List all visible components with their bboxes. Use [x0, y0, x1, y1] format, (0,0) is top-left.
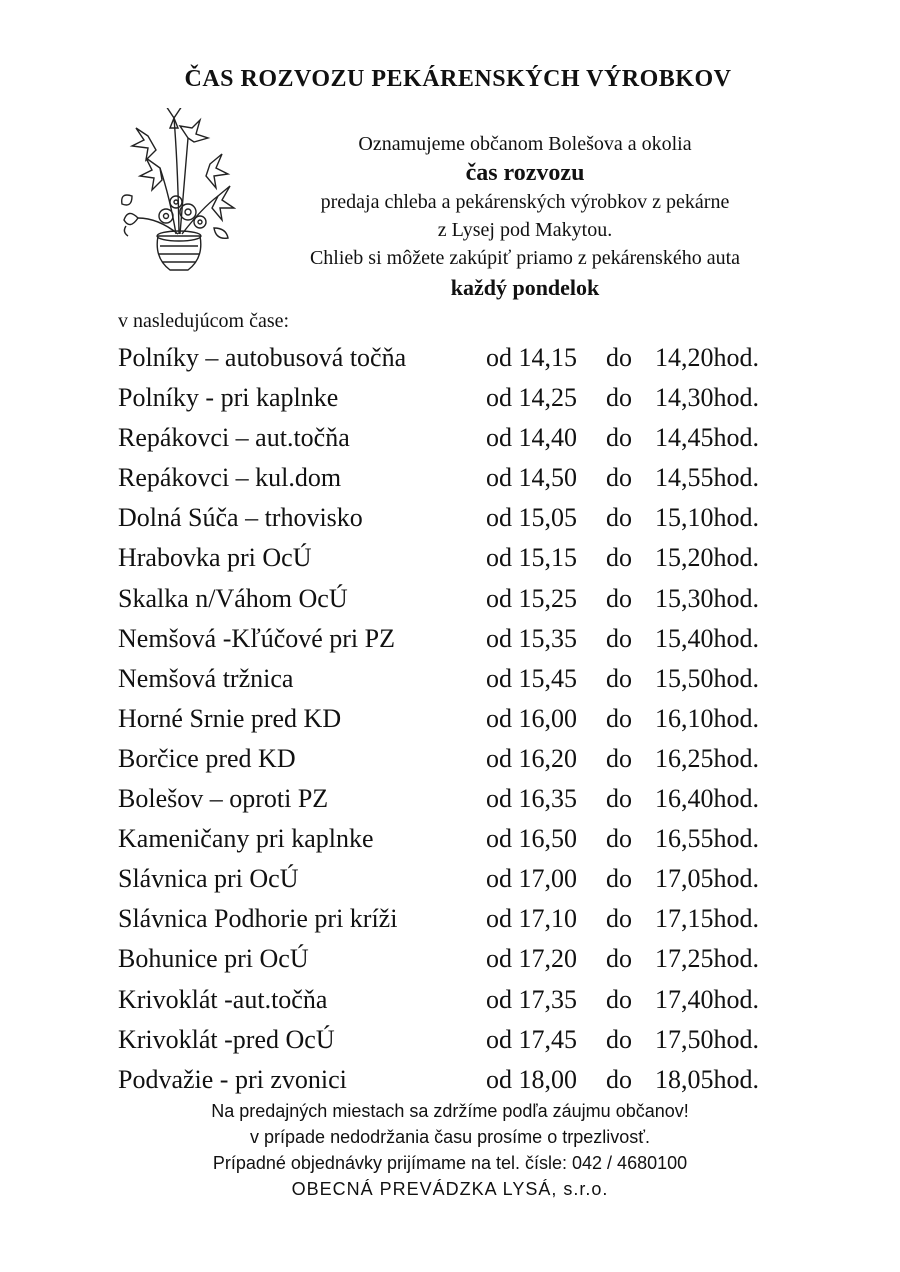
time-separator: do	[606, 463, 632, 493]
time-to: 18,05hod.	[655, 1064, 759, 1094]
time-separator: do	[606, 623, 632, 653]
footer	[0, 1098, 900, 1202]
stop-name: Krivoklát -pred OcÚ	[118, 1024, 335, 1054]
time-from: od 15,05	[486, 503, 577, 533]
time-from: od 17,00	[486, 864, 577, 894]
stop-name: Nemšová tržnica	[118, 663, 294, 693]
stop-name: Horné Srnie pred KD	[118, 703, 342, 733]
time-to: 14,45hod.	[655, 423, 759, 453]
time-to: 17,15hod.	[655, 904, 759, 934]
time-separator: do	[606, 383, 632, 413]
page-title-text: ČAS ROZVOZU PEKÁRENSKÝCH VÝROBKOV	[184, 66, 732, 92]
time-to: 17,25hod.	[655, 944, 759, 974]
intro-heading: čas rozvozu	[465, 160, 585, 186]
time-to: 14,20hod.	[655, 343, 759, 372]
time-from: od 16,00	[486, 703, 577, 733]
intro-line-3: predaja chleba a pekárenských výrobkov z pekárne	[320, 191, 730, 213]
time-separator: do	[606, 743, 632, 773]
stop-name: Podvažie - pri zvonici	[118, 1064, 347, 1094]
time-from: od 15,35	[486, 623, 577, 653]
time-to: 15,40hod.	[655, 623, 759, 653]
time-separator: do	[606, 543, 632, 573]
schedule-row	[118, 458, 798, 498]
intro-line-4: z Lysej pod Makytou.	[437, 219, 613, 241]
stop-name: Skalka n/Váhom OcÚ	[118, 583, 348, 613]
stop-name: Nemšová -Kľúčové pri PZ	[118, 623, 395, 653]
schedule-list	[118, 338, 798, 1100]
schedule-row	[118, 739, 798, 779]
time-from: od 15,25	[486, 583, 577, 613]
footer-line-2: v prípade nedodržania času prosíme o trpezlivosť.	[250, 1127, 650, 1147]
schedule-row	[118, 538, 798, 578]
schedule-row	[118, 939, 798, 979]
time-to: 15,10hod.	[655, 503, 759, 533]
time-separator: do	[606, 904, 632, 934]
time-from: od 17,20	[486, 944, 577, 974]
time-separator: do	[606, 1064, 632, 1094]
schedule-row	[118, 1020, 798, 1060]
page-title	[0, 66, 900, 93]
intro-block	[260, 130, 790, 304]
stop-name: Dolná Súča – trhovisko	[118, 503, 363, 533]
schedule-row	[118, 619, 798, 659]
time-from: od 14,50	[486, 463, 577, 493]
flower-vase-icon	[118, 108, 236, 280]
schedule-row	[118, 659, 798, 699]
time-separator: do	[606, 944, 632, 974]
time-to: 15,20hod.	[655, 543, 759, 573]
time-from: od 15,45	[486, 663, 577, 693]
footer-line-3: Prípadné objednávky prijímame na tel. čísle: 042 / 4680100	[212, 1153, 688, 1173]
stop-name: Bohunice pri OcÚ	[118, 944, 309, 974]
time-separator: do	[606, 864, 632, 894]
time-to: 14,30hod.	[655, 383, 759, 413]
footer-line-1: Na predajných miestach sa zdržíme podľa záujmu občanov!	[211, 1101, 689, 1121]
time-to: 16,55hod.	[655, 824, 759, 854]
schedule-row	[118, 899, 798, 939]
stop-name: Slávnica pri OcÚ	[118, 864, 299, 894]
time-from: od 17,10	[486, 904, 577, 934]
time-to: 17,05hod.	[655, 864, 759, 894]
time-to: 16,40hod.	[655, 784, 759, 814]
time-from: od 17,45	[486, 1024, 577, 1054]
time-separator: do	[606, 503, 632, 533]
time-to: 17,40hod.	[655, 984, 759, 1014]
time-from: od 14,15	[486, 343, 577, 372]
stop-name: Polníky - pri kaplnke	[118, 383, 339, 413]
schedule-row	[118, 378, 798, 418]
time-separator: do	[606, 784, 632, 814]
stop-name: Hrabovka pri OcÚ	[118, 543, 312, 573]
time-from: od 15,15	[486, 543, 577, 573]
schedule-row	[118, 819, 798, 859]
schedule-row	[118, 980, 798, 1020]
stop-name: Slávnica Podhorie pri kríži	[118, 904, 398, 934]
intro-line-1: Oznamujeme občanom Bolešova a okolia	[358, 133, 692, 155]
time-separator: do	[606, 824, 632, 854]
time-to: 15,30hod.	[655, 583, 759, 613]
time-from: od 16,20	[486, 743, 577, 773]
time-separator: do	[606, 703, 632, 733]
time-to: 15,50hod.	[655, 663, 759, 693]
stop-name: Repákovci – aut.točňa	[118, 423, 350, 453]
time-to: 16,25hod.	[655, 743, 759, 773]
intro-day: každý pondelok	[450, 275, 600, 300]
schedule-row	[118, 418, 798, 458]
stop-name: Borčice pred KD	[118, 743, 296, 773]
schedule-row	[118, 779, 798, 819]
time-from: od 14,25	[486, 383, 577, 413]
schedule-subheading: v nasledujúcom čase:	[118, 310, 290, 332]
time-from: od 16,35	[486, 784, 577, 814]
stop-name: Repákovci – kul.dom	[118, 463, 342, 493]
stop-name: Polníky – autobusová točňa	[118, 343, 407, 372]
schedule-row	[118, 859, 798, 899]
time-to: 17,50hod.	[655, 1024, 759, 1054]
time-separator: do	[606, 984, 632, 1014]
time-separator: do	[606, 663, 632, 693]
stop-name: Krivoklát -aut.točňa	[118, 984, 328, 1014]
schedule-row	[118, 699, 798, 739]
schedule-row	[118, 1060, 798, 1100]
time-from: od 14,40	[486, 423, 577, 453]
time-from: od 16,50	[486, 824, 577, 854]
stop-name: Bolešov – oproti PZ	[118, 784, 329, 814]
time-separator: do	[606, 1024, 632, 1054]
time-from: od 18,00	[486, 1064, 577, 1094]
time-to: 14,55hod.	[655, 463, 759, 493]
stop-name: Kameničany pri kaplnke	[118, 824, 374, 854]
intro-line-5: Chlieb si môžete zakúpiť priamo z pekárenského auta	[309, 247, 741, 269]
footer-company: OBECNÁ PREVÁDZKA LYSÁ, s.r.o.	[291, 1179, 609, 1199]
schedule-row	[118, 338, 798, 378]
schedule-row	[118, 498, 798, 538]
time-separator: do	[606, 343, 632, 372]
schedule-row	[118, 579, 798, 619]
time-separator: do	[606, 583, 632, 613]
time-separator: do	[606, 423, 632, 453]
time-to: 16,10hod.	[655, 703, 759, 733]
time-from: od 17,35	[486, 984, 577, 1014]
